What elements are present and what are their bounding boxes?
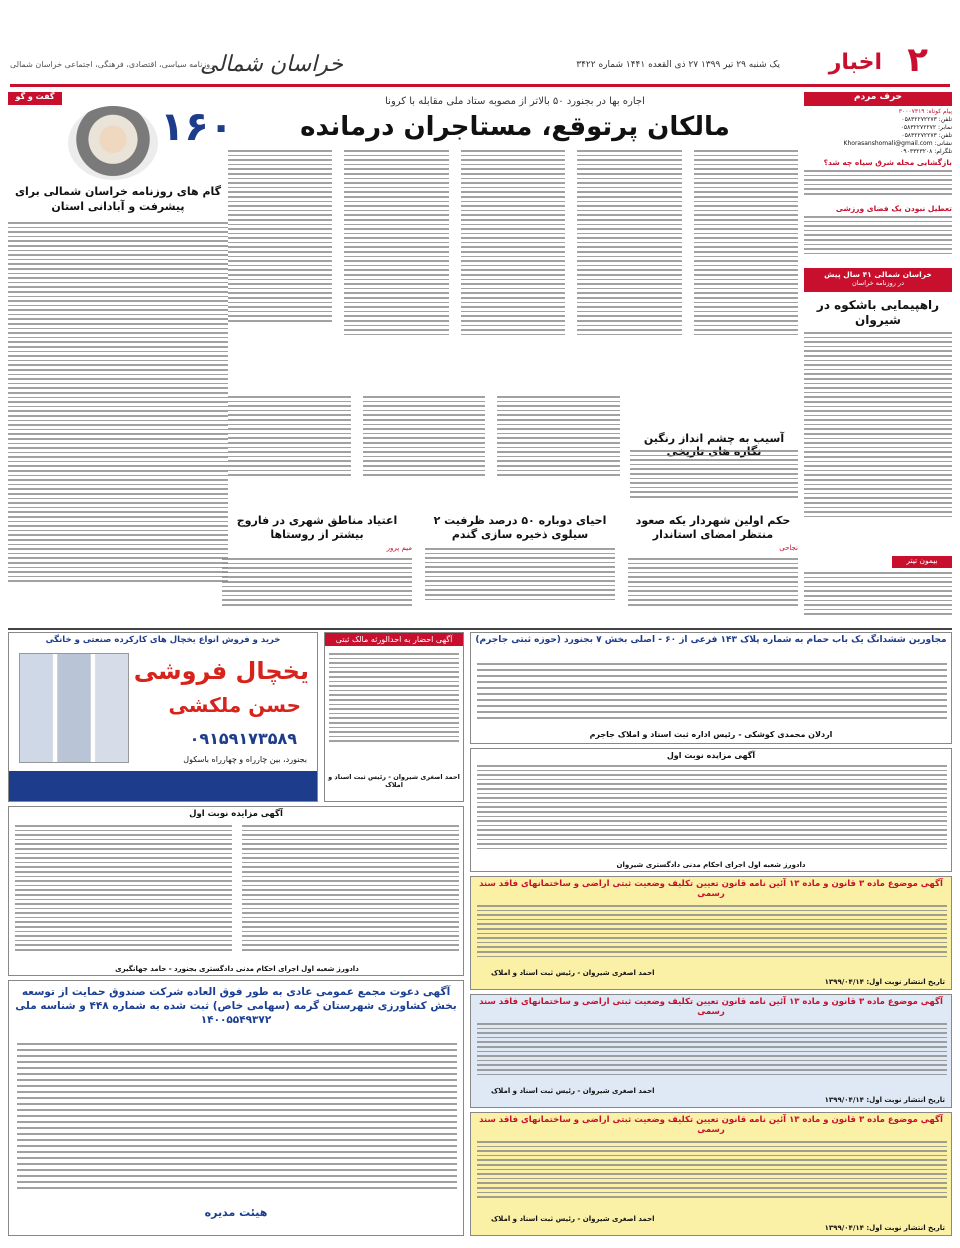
ad-auction-left-signature: دادورز شعبه اول اجرای احکام مدنی دادگستری بجنورد - حامد جهانگیری <box>115 965 359 973</box>
ad-auction-left <box>8 806 464 976</box>
bottom-story-title: اعتیاد مناطق شهری در فاروج بیشتر از روستاها <box>236 514 398 541</box>
bottom-story-body <box>628 558 798 620</box>
bottom-story-3 <box>222 514 412 624</box>
header-rule <box>10 84 950 87</box>
big-number: ۱۶۰ <box>160 104 234 150</box>
ad-law-notice-2-title: آگهی موضوع ماده ۳ قانون و ماده ۱۳ آئین نامه قانون تعیین تکلیف وضعیت ثبتی اراضی و ساختمانهای فاقد سند رسمی <box>479 997 943 1017</box>
masthead-logo: خراسان شمالی <box>200 52 344 77</box>
ads-divider <box>8 628 952 630</box>
ad-law-notice-1-title: آگهی موضوع ماده ۳ قانون و ماده ۱۳ آئین نامه قانون تعیین تکلیف وضعیت ثبتی اراضی و ساختمانهای فاقد سند رسمی <box>479 879 943 899</box>
ad-fridge-brand1: یخچال فروشی <box>133 657 309 685</box>
page-header <box>0 0 960 92</box>
ad-fridge-address: بجنورد، بین چارراه و چهارراه باسکول <box>183 755 307 764</box>
page-number: ۲ <box>907 40 928 80</box>
main-story-body <box>228 150 798 380</box>
sidebar-story-body <box>804 332 952 538</box>
ad-fridge-top: خرید و فروش انواع یخچال های کارکرده صنعتی و خانگی <box>45 635 281 645</box>
archive-title: خراسان شمالی ۴۱ سال پیش <box>824 270 932 279</box>
ad-notice-small <box>324 632 464 802</box>
sidebar-archive-banner <box>804 268 952 292</box>
ad-assembly-title: آگهی دعوت مجمع عمومی عادی به طور فوق العاده شرکت صندوق حمایت از توسعه بخش کشاورزی شهرستان گرمه (سهامی خاص) ثبت شده به شماره ۴۴۸ و شناسه ملی ۱۴۰۰۵۵۴۹۳۷۲ <box>15 986 457 1026</box>
ad-law-notice-1-body <box>477 905 947 965</box>
sidebar <box>804 92 952 552</box>
mid-story-body <box>630 450 798 510</box>
ad-auction-right-title: آگهی مزایده نوبت اول <box>666 751 756 760</box>
contact-line: تلفن: ۰۵۸۳۲۲۷۲۲۷۳ <box>901 116 952 123</box>
bottom-story-body <box>222 558 412 620</box>
bottom-story-body <box>425 548 615 620</box>
bottom-story-title: حکم اولین شهردار یکه صعود منتظر امضای استاندار <box>635 514 791 541</box>
ad-law-notice-1-date: تاریخ انتشار نوبت اول: ۱۳۹۹/۰۴/۱۴ <box>824 978 945 986</box>
ad-assembly-body <box>17 1043 457 1193</box>
contact-line: نشانی: Khorasanshomali@gmail.com <box>843 140 952 147</box>
bottom-body <box>804 572 952 624</box>
ad-fridge <box>8 632 318 802</box>
contact-line: تلگرام: ۰۹۰۳۳۲۳۲۰۸ <box>900 148 952 155</box>
ad-law-notice-2 <box>470 994 952 1108</box>
bottom-story-byline: میم پرور <box>386 544 412 552</box>
left-column <box>8 92 234 612</box>
ad-fridge-phone: ۰۹۱۵۹۱۷۳۵۸۹ <box>189 729 297 748</box>
ad-notice-big-body <box>477 663 947 723</box>
ad-notice-big <box>470 632 952 744</box>
tagline: روزنامه سیاسی، اقتصادی، فرهنگی، اجتماعی خراسان شمالی <box>10 60 214 69</box>
ad-auction-right <box>470 748 952 872</box>
ad-notice-small-title: آگهی احضار به احدالورثه مالک ثبتی <box>325 633 463 646</box>
main-headline: مالکان پرتوقع، مستاجران درمانده <box>300 112 730 142</box>
sidebar-contacts <box>804 108 952 156</box>
ad-law-notice-3-title: آگهی موضوع ماده ۳ قانون و ماده ۱۳ آئین نامه قانون تعیین تکلیف وضعیت ثبتی اراضی و ساختمانهای فاقد سند رسمی <box>479 1115 943 1135</box>
ad-assembly <box>8 980 464 1236</box>
main-kicker: اجاره بها در بجنورد ۵۰ بالاتر از مصوبه ستاد ملی مقابله با کرونا <box>385 96 645 107</box>
ad-auction-right-signature: دادورز شعبه اول اجرای احکام مدنی دادگستری شیروان <box>616 861 806 869</box>
interview-title: گام های روزنامه خراسان شمالی برای پیشرفت و آبادانی استان <box>14 185 222 213</box>
ad-law-notice-1-signature: احمد اصغری شیروان - رئیس ثبت اسناد و املاک <box>491 969 655 977</box>
contact-line: تلفن: ۰۵۸۳۲۲۷۲۲۷۳ <box>901 132 952 139</box>
ad-notice-big-signature: اردلان محمدی کوشکی - رئیس اداره ثبت اسناد و املاک جاجرم <box>589 730 833 739</box>
sidebar-item-2: تعطیل نبودن یک فضای ورزشی <box>835 204 952 213</box>
bottom-story-1 <box>628 514 798 624</box>
portrait-image <box>68 106 158 180</box>
sidebar-bottom <box>804 556 952 626</box>
section-title: اخبار <box>828 50 882 75</box>
ad-fridge-brand2: حسن ملکشی <box>168 693 301 717</box>
ad-auction-left-title: آگهی مزایده نوبت اول <box>189 809 283 819</box>
ad-law-notice-2-date: تاریخ انتشار نوبت اول: ۱۳۹۹/۰۴/۱۴ <box>824 1096 945 1104</box>
bottom-story-2 <box>425 514 615 624</box>
archive-sub: در روزنامه خراسان <box>852 279 904 287</box>
bottom-label: بیمون تیتر <box>892 556 952 568</box>
contact-line: نمابر: ۰۵۸۳۲۲۷۲۲۷۲ <box>900 124 952 131</box>
sidebar-story-title: راهپیمایی باشکوه در شیروان <box>816 298 940 327</box>
ad-law-notice-3-date: تاریخ انتشار نوبت اول: ۱۳۹۹/۰۴/۱۴ <box>824 1224 945 1232</box>
ad-law-notice-3-signature: احمد اصغری شیروان - رئیس ثبت اسناد و املاک <box>491 1215 655 1223</box>
ad-law-notice-2-signature: احمد اصغری شیروان - رئیس ثبت اسناد و املاک <box>491 1087 655 1095</box>
sidebar-title: حرف مردم <box>804 92 952 106</box>
ad-fridge-band <box>9 771 317 801</box>
sidebar-item-1: بازگشایی محله شرق سیاه چه شد؟ <box>823 158 952 167</box>
mid-story-title: آسیب به چشم انداز رنگین <box>643 432 785 445</box>
fridge-image <box>19 653 129 763</box>
ad-law-notice-2-body <box>477 1023 947 1083</box>
ad-law-notice-3 <box>470 1112 952 1236</box>
ad-notice-small-signature: احمد اصغری شیروان - رئیس ثبت اسناد و املاک <box>328 773 460 789</box>
ad-notice-small-body <box>329 653 459 763</box>
contact-line: پیام کوتاه: ۳۰۰۰۷۳۱۹ <box>898 108 952 115</box>
ad-auction-right-body <box>477 765 947 857</box>
dateline: یک شنبه ۲۹ تیر ۱۳۹۹ ۲۷ ذی القعده ۱۴۴۱ شماره ۳۴۲۲ <box>576 60 780 70</box>
mid-story-cont <box>228 396 620 506</box>
ad-notice-big-title: مجاورین ششدانگ یک باب حمام به شماره پلاک ۱۴۳ فرعی از ۶۰ - اصلی بخش ۷ بجنورد (حوزه ثبتی جاجرم) <box>475 635 947 645</box>
sidebar-body-1 <box>804 170 952 200</box>
bottom-story-byline: نجاحی <box>779 544 798 552</box>
ad-assembly-signature: هیئت مدیره <box>204 1206 268 1219</box>
interview-label: گفت و گو <box>8 92 62 105</box>
ad-law-notice-3-body <box>477 1141 947 1209</box>
interview-body <box>8 222 228 610</box>
bottom-story-title: احیای دوباره ۵۰ درصد ظرفیت ۲ سیلوی ذخیره سازی گندم <box>433 514 607 541</box>
ad-auction-left-body <box>15 825 459 959</box>
sidebar-body-2 <box>804 216 952 264</box>
ad-law-notice-1 <box>470 876 952 990</box>
